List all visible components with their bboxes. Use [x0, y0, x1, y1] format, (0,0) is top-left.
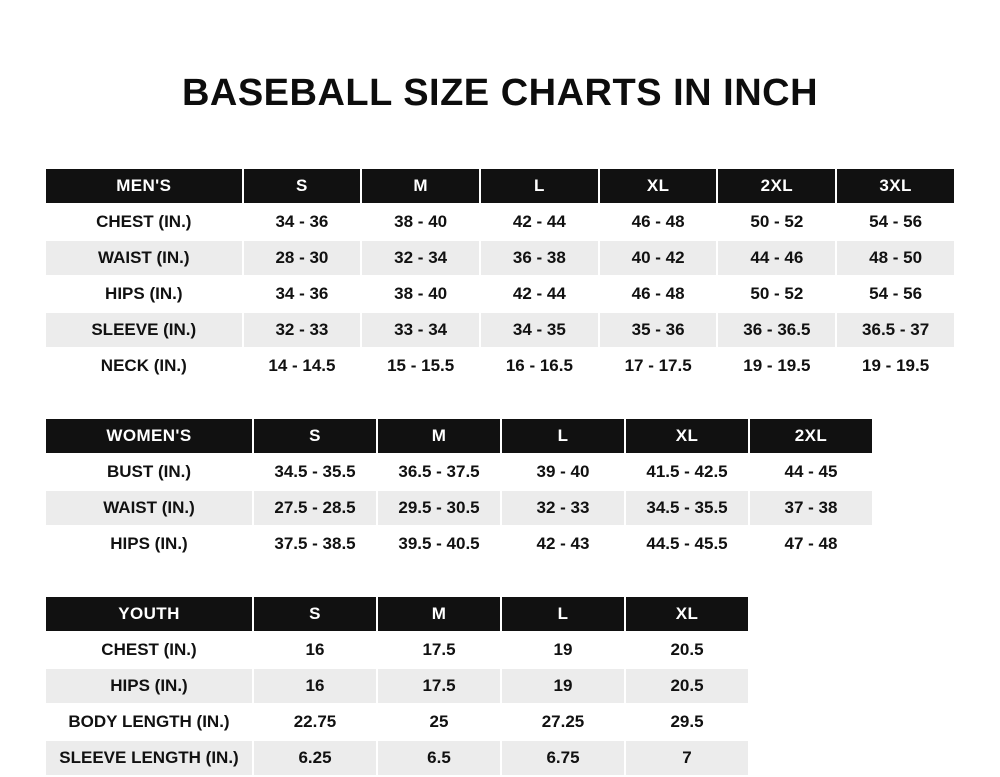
cell: 34 - 36 — [243, 204, 362, 240]
cell: 29.5 — [625, 704, 749, 740]
womens-header-s: S — [253, 418, 377, 454]
table-row — [45, 526, 873, 562]
mens-size-table — [44, 167, 956, 385]
row-label: SLEEVE LENGTH (IN.) — [45, 740, 253, 776]
row-label: BUST (IN.) — [45, 454, 253, 490]
cell: 27.25 — [501, 704, 625, 740]
womens-header-m: M — [377, 418, 501, 454]
youth-header-l: L — [501, 596, 625, 632]
table-row — [45, 312, 955, 348]
row-label: WAIST (IN.) — [45, 490, 253, 526]
cell: 29.5 - 30.5 — [377, 490, 501, 526]
cell: 17.5 — [377, 668, 501, 704]
cell: 6.75 — [501, 740, 625, 776]
cell: 19 — [501, 632, 625, 668]
cell: 50 - 52 — [717, 204, 836, 240]
row-label: NECK (IN.) — [45, 348, 243, 384]
youth-header-category: YOUTH — [45, 596, 253, 632]
cell: 44.5 - 45.5 — [625, 526, 749, 562]
cell: 46 - 48 — [599, 276, 718, 312]
womens-size-table — [44, 417, 874, 563]
page-title: BASEBALL SIZE CHARTS IN INCH — [181, 72, 819, 114]
table-row — [45, 276, 955, 312]
youth-header-s: S — [253, 596, 377, 632]
cell: 20.5 — [625, 668, 749, 704]
table-header-row — [45, 596, 749, 632]
mens-header-l: L — [480, 168, 599, 204]
cell: 46 - 48 — [599, 204, 718, 240]
youth-header-xl: XL — [625, 596, 749, 632]
cell: 37.5 - 38.5 — [253, 526, 377, 562]
womens-header-l: L — [501, 418, 625, 454]
cell: 36 - 36.5 — [717, 312, 836, 348]
cell: 40 - 42 — [599, 240, 718, 276]
youth-header-m: M — [377, 596, 501, 632]
table-row — [45, 632, 749, 668]
row-label: WAIST (IN.) — [45, 240, 243, 276]
cell: 47 - 48 — [749, 526, 873, 562]
cell: 42 - 44 — [480, 204, 599, 240]
table-row — [45, 490, 873, 526]
womens-header-category: WOMEN'S — [45, 418, 253, 454]
table-row — [45, 704, 749, 740]
table-row — [45, 740, 749, 776]
youth-table-header — [45, 596, 749, 632]
cell: 34 - 35 — [480, 312, 599, 348]
cell: 36 - 38 — [480, 240, 599, 276]
mens-table-body — [45, 204, 955, 384]
cell: 36.5 - 37.5 — [377, 454, 501, 490]
cell: 36.5 - 37 — [836, 312, 955, 348]
table-row — [45, 668, 749, 704]
table-header-row — [45, 168, 955, 204]
mens-header-m: M — [361, 168, 480, 204]
row-label: BODY LENGTH (IN.) — [45, 704, 253, 740]
cell: 17 - 17.5 — [599, 348, 718, 384]
mens-header-xl: XL — [599, 168, 718, 204]
cell: 19 - 19.5 — [836, 348, 955, 384]
cell: 6.5 — [377, 740, 501, 776]
cell: 38 - 40 — [361, 276, 480, 312]
charts-container — [0, 167, 1000, 777]
cell: 17.5 — [377, 632, 501, 668]
cell: 22.75 — [253, 704, 377, 740]
cell: 19 — [501, 668, 625, 704]
cell: 16 — [253, 632, 377, 668]
youth-size-table — [44, 595, 750, 777]
cell: 34 - 36 — [243, 276, 362, 312]
womens-header-xl: XL — [625, 418, 749, 454]
cell: 54 - 56 — [836, 204, 955, 240]
cell: 44 - 45 — [749, 454, 873, 490]
table-header-row — [45, 418, 873, 454]
cell: 16 — [253, 668, 377, 704]
cell: 34.5 - 35.5 — [253, 454, 377, 490]
cell: 16 - 16.5 — [480, 348, 599, 384]
cell: 48 - 50 — [836, 240, 955, 276]
mens-table-header — [45, 168, 955, 204]
mens-header-2xl: 2XL — [717, 168, 836, 204]
cell: 34.5 - 35.5 — [625, 490, 749, 526]
cell: 33 - 34 — [361, 312, 480, 348]
cell: 32 - 34 — [361, 240, 480, 276]
cell: 14 - 14.5 — [243, 348, 362, 384]
cell: 19 - 19.5 — [717, 348, 836, 384]
cell: 35 - 36 — [599, 312, 718, 348]
womens-table-header — [45, 418, 873, 454]
cell: 50 - 52 — [717, 276, 836, 312]
cell: 15 - 15.5 — [361, 348, 480, 384]
cell: 41.5 - 42.5 — [625, 454, 749, 490]
cell: 7 — [625, 740, 749, 776]
table-row — [45, 204, 955, 240]
cell: 20.5 — [625, 632, 749, 668]
cell: 39.5 - 40.5 — [377, 526, 501, 562]
row-label: CHEST (IN.) — [45, 204, 243, 240]
row-label: HIPS (IN.) — [45, 276, 243, 312]
cell: 32 - 33 — [501, 490, 625, 526]
cell: 6.25 — [253, 740, 377, 776]
row-label: HIPS (IN.) — [45, 668, 253, 704]
cell: 42 - 43 — [501, 526, 625, 562]
row-label: SLEEVE (IN.) — [45, 312, 243, 348]
row-label: CHEST (IN.) — [45, 632, 253, 668]
table-row — [45, 240, 955, 276]
cell: 37 - 38 — [749, 490, 873, 526]
mens-header-3xl: 3XL — [836, 168, 955, 204]
row-label: HIPS (IN.) — [45, 526, 253, 562]
cell: 25 — [377, 704, 501, 740]
mens-header-category: MEN'S — [45, 168, 243, 204]
youth-table-body — [45, 632, 749, 776]
cell: 38 - 40 — [361, 204, 480, 240]
cell: 32 - 33 — [243, 312, 362, 348]
table-row — [45, 454, 873, 490]
womens-header-2xl: 2XL — [749, 418, 873, 454]
cell: 54 - 56 — [836, 276, 955, 312]
cell: 39 - 40 — [501, 454, 625, 490]
womens-table-body — [45, 454, 873, 562]
cell: 44 - 46 — [717, 240, 836, 276]
cell: 27.5 - 28.5 — [253, 490, 377, 526]
table-row — [45, 348, 955, 384]
mens-header-s: S — [243, 168, 362, 204]
cell: 42 - 44 — [480, 276, 599, 312]
cell: 28 - 30 — [243, 240, 362, 276]
